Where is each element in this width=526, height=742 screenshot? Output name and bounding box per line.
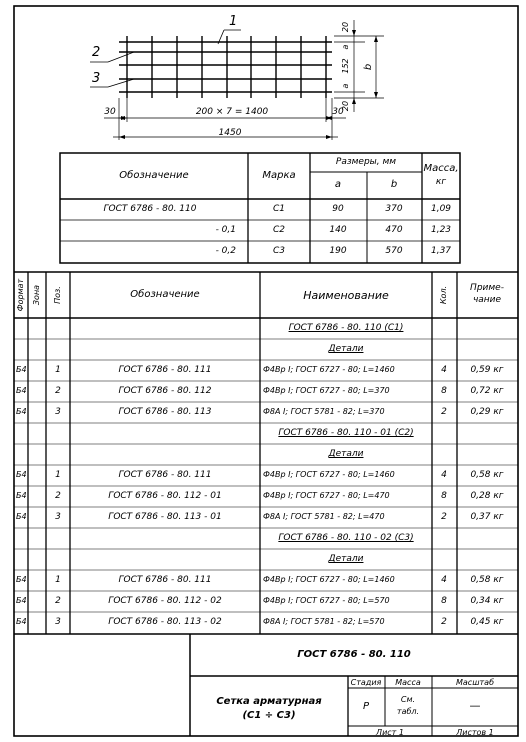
mesh-drawing bbox=[90, 20, 384, 140]
dim-total: 1450 bbox=[218, 128, 242, 138]
mark-row-designation: - 0,1 bbox=[215, 225, 236, 235]
title-block-header-stage: Стадия bbox=[350, 678, 382, 687]
title-block-scale: — bbox=[469, 699, 481, 712]
spec-row-note: 0,59 кг bbox=[470, 365, 504, 375]
mark-table-header-a: a bbox=[334, 179, 342, 190]
spec-row-format: Б4 bbox=[16, 491, 27, 500]
dim-span: 200 × 7 = 1400 bbox=[195, 107, 269, 117]
spec-row-format: Б4 bbox=[16, 617, 27, 626]
spec-row-format: Б4 bbox=[16, 470, 27, 479]
spec-row-format: Б4 bbox=[16, 575, 27, 584]
dim-top: 20 bbox=[341, 21, 350, 33]
dim-a1: a bbox=[341, 44, 350, 50]
spec-row-position: 2 bbox=[55, 596, 61, 606]
spec-row-format: Б4 bbox=[16, 407, 27, 416]
title-block-header-scale: Масштаб bbox=[455, 678, 495, 687]
spec-row-note: 0,58 кг bbox=[470, 470, 504, 480]
spec-section-title: ГОСТ 6786 - 80. 110 - 02 (С3) bbox=[278, 533, 414, 543]
mark-table-header-mark: Марка bbox=[262, 170, 296, 181]
spec-row-position: 1 bbox=[55, 575, 61, 585]
spec-row-position: 1 bbox=[55, 470, 61, 480]
dim-a2: a bbox=[341, 83, 350, 89]
leader-label-2: 2 bbox=[92, 45, 101, 60]
spec-row-name: Ф4Вр I; ГОСТ 6727 - 80; L=1460 bbox=[263, 575, 395, 584]
title-block-mass: табл. bbox=[396, 707, 420, 716]
spec-row-note: 0,29 кг bbox=[470, 407, 504, 417]
spec-row-designation: ГОСТ 6786 - 80. 112 - 01 bbox=[108, 491, 222, 501]
title-block-mass: См. bbox=[400, 695, 416, 704]
spec-section-title: ГОСТ 6786 - 80. 110 - 01 (С2) bbox=[278, 428, 414, 438]
mark-row-mass: 1,37 bbox=[430, 246, 452, 256]
spec-row-format: Б4 bbox=[16, 365, 27, 374]
spec-section-title: Детали bbox=[328, 449, 364, 459]
title-block-header-mass: Масса bbox=[395, 678, 421, 687]
mark-row-b: 570 bbox=[385, 246, 403, 256]
spec-row-quantity: 2 bbox=[441, 617, 447, 627]
mark-row-designation: ГОСТ 6786 - 80. 110 bbox=[103, 204, 197, 214]
spec-row-name: Ф8А I; ГОСТ 5781 - 82; L=370 bbox=[263, 407, 385, 416]
mark-table-header-mass-unit: кг bbox=[435, 177, 447, 187]
spec-row-note: 0,37 кг bbox=[470, 512, 504, 522]
spec-row-format: Б4 bbox=[16, 512, 27, 521]
spec-row-quantity: 4 bbox=[441, 575, 447, 585]
spec-header-format: Формат bbox=[16, 278, 25, 312]
title-block-code: ГОСТ 6786 - 80. 110 bbox=[297, 649, 411, 660]
spec-row-name: Ф4Вр I; ГОСТ 6727 - 80; L=570 bbox=[263, 596, 390, 605]
spec-row-name: Ф4Вр I; ГОСТ 6727 - 80; L=1460 bbox=[263, 365, 395, 374]
dim-30-right: 30 bbox=[332, 107, 344, 117]
spec-row-designation: ГОСТ 6786 - 80. 113 - 01 bbox=[108, 512, 222, 522]
spec-row-position: 1 bbox=[55, 365, 61, 375]
mark-table-header-sizes: Размеры, мм bbox=[335, 157, 397, 167]
spec-row-quantity: 8 bbox=[441, 596, 447, 606]
mark-table-header-b: b bbox=[390, 179, 398, 190]
spec-row-quantity: 8 bbox=[441, 386, 447, 396]
mark-row-designation: - 0,2 bbox=[215, 246, 236, 256]
spec-header-name: Наименование bbox=[303, 289, 389, 302]
leader-label-1: 1 bbox=[229, 14, 238, 29]
spec-header-zone: Зона bbox=[32, 284, 41, 306]
mark-row-mass: 1,23 bbox=[430, 225, 452, 235]
spec-row-name: Ф4Вр I; ГОСТ 6727 - 80; L=370 bbox=[263, 386, 390, 395]
spec-row-designation: ГОСТ 6786 - 80. 113 - 02 bbox=[108, 617, 222, 627]
mark-row-b: 470 bbox=[385, 225, 403, 235]
spec-row-quantity: 2 bbox=[441, 407, 447, 417]
spec-row-format: Б4 bbox=[16, 596, 27, 605]
mark-row-b: 370 bbox=[385, 204, 403, 214]
spec-header-pos: Поз. bbox=[53, 286, 62, 304]
spec-section-title: ГОСТ 6786 - 80. 110 (С1) bbox=[288, 323, 404, 333]
title-block-title: Сетка арматурная bbox=[216, 696, 322, 707]
spec-section-title: Детали bbox=[328, 344, 364, 354]
spec-header-designation: Обозначение bbox=[130, 289, 200, 300]
spec-row-name: Ф8А I; ГОСТ 5781 - 82; L=470 bbox=[263, 512, 385, 521]
spec-row-note: 0,72 кг bbox=[470, 386, 504, 396]
spec-row-quantity: 8 bbox=[441, 491, 447, 501]
leader-label-3: 3 bbox=[92, 71, 101, 86]
spec-row-position: 3 bbox=[55, 512, 61, 522]
mark-table-header-designation: Обозначение bbox=[119, 170, 189, 181]
title-block-stage: Р bbox=[362, 701, 370, 712]
spec-row-position: 2 bbox=[55, 386, 61, 396]
dim-30-left: 30 bbox=[104, 107, 116, 117]
spec-row-designation: ГОСТ 6786 - 80. 111 bbox=[118, 575, 212, 585]
dim-b: b bbox=[363, 63, 374, 71]
spec-header-qty: Кол. bbox=[439, 285, 448, 305]
spec-row-quantity: 4 bbox=[441, 470, 447, 480]
spec-row-designation: ГОСТ 6786 - 80. 112 bbox=[118, 386, 212, 396]
spec-section-title: Детали bbox=[328, 554, 364, 564]
mark-row-mark: С1 bbox=[272, 204, 286, 214]
mark-row-mark: С3 bbox=[272, 246, 286, 256]
spec-row-note: 0,28 кг bbox=[470, 491, 504, 501]
mark-row-mark: С2 bbox=[272, 225, 286, 235]
spec-header-note: чание bbox=[472, 295, 502, 305]
spec-row-note: 0,34 кг bbox=[470, 596, 504, 606]
dim-152: 152 bbox=[341, 58, 350, 74]
spec-row-quantity: 2 bbox=[441, 512, 447, 522]
spec-row-format: Б4 bbox=[16, 386, 27, 395]
spec-row-position: 3 bbox=[55, 617, 61, 627]
mark-row-mass: 1,09 bbox=[430, 204, 452, 214]
spec-row-designation: ГОСТ 6786 - 80. 111 bbox=[118, 365, 212, 375]
spec-row-quantity: 4 bbox=[441, 365, 447, 375]
spec-row-name: Ф4Вр I; ГОСТ 6727 - 80; L=470 bbox=[263, 491, 390, 500]
spec-row-designation: ГОСТ 6786 - 80. 112 - 02 bbox=[108, 596, 222, 606]
dim-bottom: 20 bbox=[341, 100, 350, 112]
title-block-sheets: Листов 1 bbox=[456, 728, 494, 737]
spec-row-designation: ГОСТ 6786 - 80. 111 bbox=[118, 470, 212, 480]
mark-table-header-mass: Масса, bbox=[423, 163, 459, 174]
title-block-subtitle: (С1 ÷ С3) bbox=[242, 710, 296, 721]
mark-row-a: 190 bbox=[329, 246, 347, 256]
spec-row-position: 3 bbox=[55, 407, 61, 417]
dimension-arrows bbox=[119, 30, 378, 139]
spec-row-designation: ГОСТ 6786 - 80. 113 bbox=[118, 407, 212, 417]
spec-row-note: 0,58 кг bbox=[470, 575, 504, 585]
spec-header-note: Приме- bbox=[470, 283, 504, 293]
spec-row-note: 0,45 кг bbox=[470, 617, 504, 627]
spec-row-position: 2 bbox=[55, 491, 61, 501]
spec-row-name: Ф8А I; ГОСТ 5781 - 82; L=570 bbox=[263, 617, 385, 626]
mark-row-a: 90 bbox=[332, 204, 344, 214]
title-block-sheet: Лист 1 bbox=[376, 728, 404, 737]
mark-row-a: 140 bbox=[329, 225, 347, 235]
spec-row-name: Ф4Вр I; ГОСТ 6727 - 80; L=1460 bbox=[263, 470, 395, 479]
